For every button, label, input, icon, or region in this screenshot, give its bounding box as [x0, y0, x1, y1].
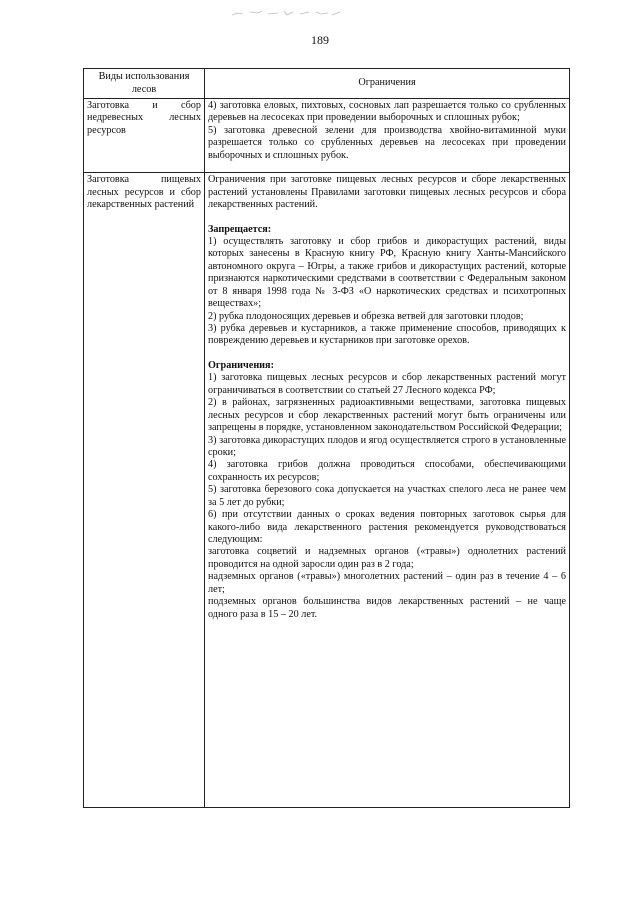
- limits-item: 6) при отсутствии данных о сроках ведения повторных заготовок сырья для какого-либо вида лекарственного растения рекомендуется руководствоваться следующим:: [208, 509, 566, 545]
- prohibited-heading: Запрещается:: [208, 223, 272, 235]
- limits-heading: Ограничения:: [208, 359, 274, 371]
- row1-item: 4) заготовка еловых, пихтовых, сосновых лап разрешается только со срубленных деревьев на лесосеках при проведении выборочных и сплошных рубок;: [208, 100, 566, 124]
- prohibited-item: 1) осуществлять заготовку и сбор грибов и дикорастущих растений, виды которых занесены в Красную книгу РФ, Красную книгу Ханты-Мансийского автономного округа – Югры, а также грибов и дикорастущих растений, которые признаются наркотическими средствами в соответствии с Федеральным законом от 8 января 1998 года № 3-ФЗ «О наркотических средствах и психотропных веществах»;: [208, 235, 566, 310]
- limits-item: 2) в районах, загрязненных радиоактивными веществами, заготовка пищевых лесных ресурсов и сбор лекарственных растений могут быть ограничены или запрещены в порядке, установленном законодательством Российской Федерации;: [208, 397, 566, 434]
- limits-item: 4) заготовка грибов должна проводиться способами, обеспечивающими сохранность их ресурсов;: [208, 459, 566, 483]
- table-row: [84, 173, 570, 808]
- row1-item: 5) заготовка древесной зелени для производства хвойно-витаминной муки разрешается только со срубленных деревьев на лесосеках при проведении выборочных и сплошных рубок.: [208, 124, 566, 161]
- row2-use: Заготовка пищевых лесных ресурсов и сбор лекарственных растений: [84, 173, 205, 808]
- limits-item: 3) заготовка дикорастущих плодов и ягод осуществляется строго в установленные сроки;: [208, 434, 566, 458]
- page-number: 189: [311, 33, 329, 47]
- limits-item: подземных органов большинства видов лекарственных растений – не чаще одного раза в 15 – 20 лет.: [208, 596, 566, 620]
- limits-item: надземных органов («травы») многолетних растений – один раз в течение 4 – 6 лет;: [208, 571, 566, 595]
- limits-item: 5) заготовка березового сока допускается на участках спелого леса не ранее чем за 5 лет до рубки;: [208, 484, 566, 508]
- table-row: [84, 99, 570, 173]
- row2-restrictions: [205, 173, 570, 808]
- limits-item: заготовка соцветий и надземных органов («травы») однолетних растений проводится на одной заросли один раз в 2 года;: [208, 546, 566, 570]
- header-restrictions: Ограничения: [205, 69, 570, 99]
- row1-restrictions: [205, 99, 570, 173]
- header-uses: Виды использования лесов: [84, 69, 205, 99]
- prohibited-item: 2) рубка плодоносящих деревьев и обрезка ветвей для заготовки плодов;: [208, 310, 524, 322]
- scan-noise-marks: [228, 6, 348, 20]
- limits-item: 1) заготовка пищевых лесных ресурсов и сбор лекарственных растений могут ограничиваться в соответствии со статьей 27 Лесного кодекса РФ;: [208, 372, 566, 396]
- prohibited-item: 3) рубка деревьев и кустарников, а также применение способов, приводящих к повреждению деревьев и кустарников при заготовке орехов.: [208, 323, 566, 347]
- row1-use: Заготовка и сбор недревесных лесных ресурсов: [84, 99, 205, 173]
- row2-intro: Ограничения при заготовке пищевых лесных ресурсов и сборе лекарственных растений установлены Правилами заготовки пищевых лесных ресурсов и сбора лекарственных растений.: [208, 174, 566, 211]
- table-header-row: [84, 69, 570, 99]
- restrictions-table: [83, 68, 570, 808]
